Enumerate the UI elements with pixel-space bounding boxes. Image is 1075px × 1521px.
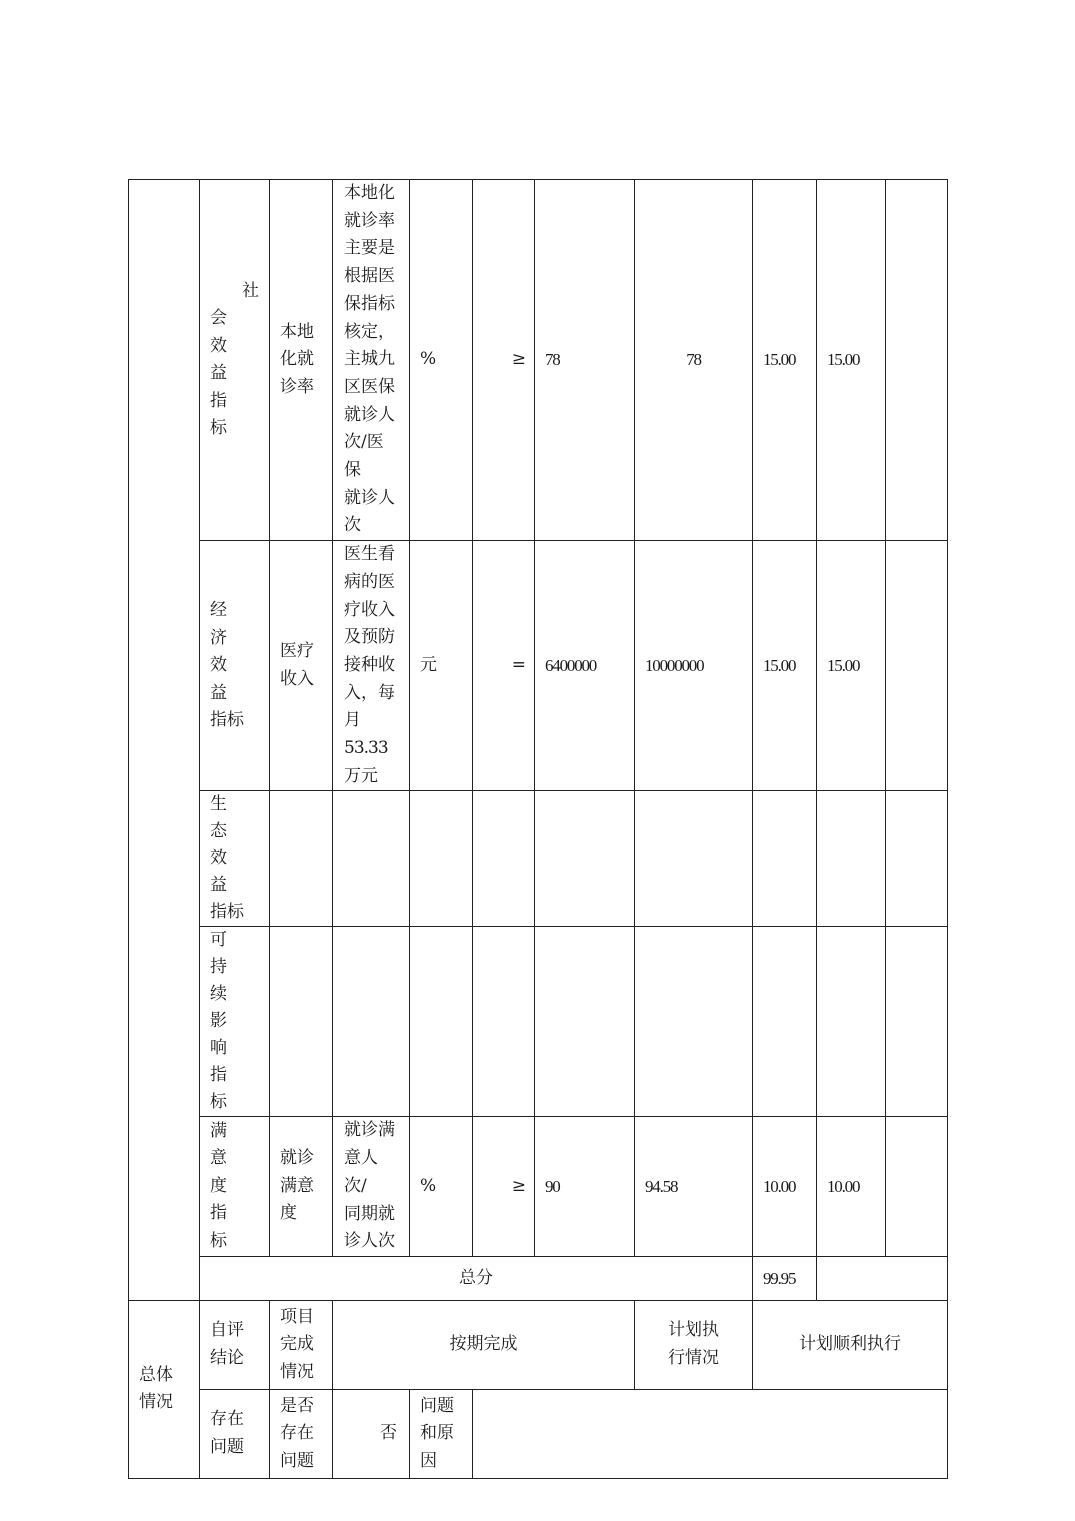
description-line: 次/医保 [344,432,384,481]
category-line: 度 指 [210,1175,244,1224]
remark-cell [886,1117,948,1257]
description-line: 就诊率 [344,210,395,231]
target-value-cell: 78 [535,180,635,541]
category-cell [200,927,270,1117]
table-row [129,541,948,791]
category-line: 续 影 [210,984,244,1032]
empty-cell [473,791,535,927]
category-line: 响 指 [210,1038,244,1086]
category-cell [200,180,270,541]
has-problem-label-line: 问题 [280,1450,314,1471]
indicator-line: 诊率 [280,376,314,397]
overall-label-line: 情况 [139,1392,173,1413]
description-line: 诊人次 [344,1231,395,1252]
has-problem-label-cell [270,1389,333,1478]
total-row [129,1256,948,1300]
category-line: 益 指 [210,363,244,411]
operator-cell: ≥ [473,1117,535,1257]
empty-cell [473,927,535,1117]
description-line: 根据医 [344,266,395,287]
plan-value: 计划顺利执行 [753,1300,948,1389]
description-line: 区医保 [344,376,395,397]
category-cell [200,791,270,927]
indicator-line: 度 [280,1203,297,1224]
description-line: 就诊满 [344,1120,395,1141]
score-cell: 10.00 [817,1117,886,1257]
indicator-line: 化就 [280,349,314,370]
indicator-line: 医疗 [280,641,314,662]
description-line: 保指标 [344,293,395,314]
completion-label-cell [270,1300,333,1389]
description-line: 同期就 [344,1203,395,1224]
overall-label-cell [129,1300,200,1478]
completion-label-line: 项目 [280,1306,314,1327]
completion-value: 按期完成 [333,1300,635,1389]
empty-cell [817,1256,948,1300]
target-value-cell: 90 [535,1117,635,1257]
plan-label-line: 计划执 [668,1320,719,1341]
description-line: 主城九 [344,349,395,370]
conclusion-label-cell [200,1300,270,1389]
total-value: 99.95 [753,1256,817,1300]
indicator-line: 本地 [280,321,314,342]
empty-cell [886,791,948,927]
empty-cell [535,791,635,927]
plan-label-cell [635,1300,753,1389]
performance-evaluation-table [128,179,948,1479]
description-line: 月 53.33 [344,710,388,759]
has-problem-label-line: 存在 [280,1423,314,1444]
reason-label-cell [410,1389,473,1478]
reason-label-line: 因 [420,1450,437,1471]
category-line: 标 [210,418,227,439]
actual-value-cell: 10000000 [635,541,753,791]
table-row [129,180,948,541]
table-row [129,791,948,927]
category-line: 效 益 [210,848,244,896]
category-line: 会 效 [210,308,244,356]
description-cell [333,541,410,791]
description-line: 万元 [344,765,378,786]
empty-cell [410,791,473,927]
empty-cell [753,791,817,927]
category-line: 生 态 [210,794,244,842]
description-line: 核定， [344,321,395,342]
outer-left-cell [129,180,200,1301]
completion-label-line: 完成 [280,1334,314,1355]
target-value-cell: 6400000 [535,541,635,791]
category-cell [200,1117,270,1257]
indicator-cell [270,1117,333,1257]
description-line: 病的医 [344,571,395,592]
empty-cell [270,927,333,1117]
empty-cell [817,791,886,927]
actual-value-cell: 94.58 [635,1117,753,1257]
empty-cell [635,791,753,927]
reason-value [473,1389,948,1478]
description-line: 次 [344,515,361,536]
remark-cell [886,541,948,791]
empty-cell [635,927,753,1117]
category-line: 经 济 [210,600,244,648]
category-line: 指标 [210,710,244,731]
weight-cell: 10.00 [753,1117,817,1257]
remark-cell [886,180,948,541]
empty-cell [270,791,333,927]
unit-cell: % [410,1117,473,1257]
empty-cell [333,791,410,927]
empty-cell [817,927,886,1117]
unit-cell: 元 [410,541,473,791]
total-label: 总分 [200,1256,753,1300]
conclusion-label-line: 自评 [210,1320,244,1341]
completion-label-line: 情况 [280,1361,314,1382]
description-line: 接种收 [344,654,395,675]
has-problem-label-line: 是否 [280,1395,314,1416]
indicator-line: 满意 [280,1175,314,1196]
table-row [129,927,948,1117]
description-cell [333,180,410,541]
indicator-cell [270,180,333,541]
indicator-cell [270,541,333,791]
empty-cell [886,927,948,1117]
problem-label-line: 存在 [210,1409,244,1430]
reason-label-line: 问题 [420,1395,454,1416]
weight-cell: 15.00 [753,180,817,541]
description-line: 本地化 [344,183,395,203]
description-line: 意人次/ [344,1148,378,1196]
empty-cell [333,927,410,1117]
score-cell: 15.00 [817,180,886,541]
description-line: 就诊人 [344,487,395,508]
category-line: 社 [242,280,259,301]
category-cell [200,541,270,791]
description-line: 疗收入 [344,599,395,620]
operator-cell: ≥ [473,180,535,541]
operator-cell: = [473,541,535,791]
category-line: 效 益 [210,655,244,703]
category-line: 标 [210,1230,227,1251]
weight-cell: 15.00 [753,541,817,791]
indicator-line: 收入 [280,668,314,689]
overall-conclusion-row [129,1300,948,1389]
category-line: 可 持 [210,930,244,978]
category-line: 满 意 [210,1120,244,1169]
reason-label-line: 和原 [420,1423,454,1444]
score-cell: 15.00 [817,541,886,791]
empty-cell [535,927,635,1117]
unit-cell: % [410,180,473,541]
conclusion-label-line: 结论 [210,1347,244,1368]
description-line: 及预防 [344,627,395,648]
indicator-line: 就诊 [280,1148,314,1169]
problem-label-cell [200,1389,270,1478]
description-line: 主要是 [344,238,395,259]
description-line: 就诊人 [344,404,395,425]
description-line: 医生看 [344,544,395,565]
table-row [129,1117,948,1257]
has-problem-value: 否 [333,1389,410,1478]
overall-label-line: 总体 [139,1364,173,1385]
description-cell [333,1117,410,1257]
category-line: 标 [210,1092,227,1113]
problem-label-line: 问题 [210,1436,244,1457]
plan-label-line: 行情况 [668,1347,719,1368]
description-line: 入，每 [344,682,395,703]
overall-problem-row [129,1389,948,1478]
category-line: 指标 [210,902,244,923]
actual-value-cell: 78 [635,180,753,541]
empty-cell [753,927,817,1117]
empty-cell [410,927,473,1117]
